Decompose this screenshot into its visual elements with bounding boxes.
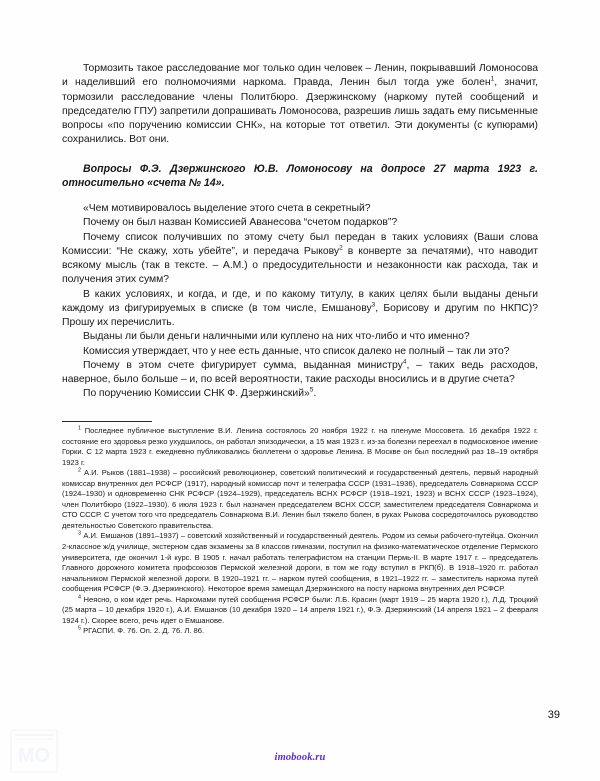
footnote-separator (62, 421, 152, 422)
question-4 (62, 288, 538, 331)
question-5: Выданы ли были деньги наличными или куплено на них что-либо и что именно? (83, 331, 470, 343)
question-4-text-a: В каких условиях, и когда, и где, и по какому титулу, в каких целях были выданы деньги каждому из фигурируемых в списке (в том числе, Емшанову (62, 288, 538, 314)
svg-text:MO: MO (17, 745, 51, 767)
question-7 (62, 359, 538, 388)
footnote-ref-3[interactable]: 3 (371, 301, 376, 309)
footnote-2-text: А.И. Рыков (1881–1938) – российский революционер, советский политический и государственный деятель, первый народный комиссар внутренних дел РСФСР (1917), народный комиссар почт и телеграфа СССР (1931–1936), председатель Совнаркома СССР (1924–1930) и одновременно СНК РСФСР (1924–1929), председатель ВСНХ РСФСР (1918–1921, 1923) и ВСНХ СССР (1923–1924), член Политбюро (1922–1930). 6 июля 1923 г. был назначен председателем ВСНХ СССР, заместителем председателя Совнаркома и СТО СССР. С учетом того что председатель Совнаркома В.И. Ленин был тяжело болен, в руках Рыкова сосредоточилось руководство деятельностью Советского правительства. (62, 468, 538, 530)
footnote-5-text: РГАСПИ. Ф. 76. Оп. 2. Д. 76. Л. 86. (83, 626, 205, 636)
paragraph-intro-text-a: Тормозить такое расследование мог только один человек – Ленин, покрывавший Ломоносова и наделивший его полномочиями наркома. Правда, Ленин был тогда уже болен (62, 63, 538, 89)
footnote-3-marker: 3 (78, 530, 81, 537)
footnote-3 (62, 531, 538, 594)
footnote-4-marker: 4 (78, 594, 81, 601)
signature-text-b: . (313, 388, 317, 400)
footnote-1-text: Последнее публичное выступление В.И. Ленина состоялось 20 ноября 1922 г. на пленуме Моссовета. 16 декабря 1922 г. состояние его здоровья резко ухудшилось, он работал эпизодически, а 15 мая 1923 г. из-за болезни переехал в подмосковное имение Горки. С 12 марта 1923 г. ежедневно публиковались бюллетени о здоровье Ленина. В Москве он был последний раз 18–19 октября 1923 г. (62, 426, 539, 467)
signature-text-a: По поручению Комиссии СНК Ф. Дзержинский» (83, 388, 310, 400)
question-4-text-b: , Борисову и другим по НКПС)? Прошу их перечислить. (62, 302, 538, 329)
paragraph-intro (62, 62, 538, 148)
footnote-ref-4[interactable]: 4 (402, 358, 407, 366)
question-6: Комиссия утверждает, что у нее есть данные, что список далеко не полный – так ли это? (83, 345, 510, 357)
footnote-5 (62, 626, 538, 637)
question-8-signature (62, 387, 538, 401)
question-7-text-a: Почему в этом счете фигурирует сумма, выданная министру (83, 359, 403, 371)
footnote-5-marker: 5 (78, 625, 81, 632)
footnote-4 (62, 595, 538, 627)
footnote-ref-2[interactable]: 2 (339, 244, 343, 252)
footnote-ref-5[interactable]: 5 (309, 386, 314, 394)
footnote-3-text: А.И. Емшанов (1891–1937) – советский хозяйственный и государственный деятель. Родом из семьи рабочего-путейца. Окончил 2-классное ж/д училище, экстерном сдав экзамены за 8 классов гимназии, поступил на физико-математическое отделение Пермского университета, где окончил 1-й курс. В 1905 г. начал работать телеграфистом на станции Пермь-II. В марте 1917 г. – председатель Главного дорожного комитета профсоюзов Пермской железной дороги, в том же году вступил в РКП(б). В 1918–1920 гг. работал начальником Пермской железной дороги. В 1920–1921 гг. – нарком путей сообщения, в 1921–1922 гг. – заместитель наркома путей сообщения РСФСР (Ф.Э. Дзержинского). Некоторое время замещал Дзержинского на посту наркома внутренних дел РСФСР. (62, 531, 538, 594)
site-watermark-text: imobook.ru (274, 752, 326, 763)
section-heading: Вопросы Ф.Э. Дзержинского Ю.В. Ломоносову на допросе 27 марта 1923 г. относительно «счета № 14». (62, 162, 538, 189)
footnote-1 (62, 426, 538, 468)
paragraph-intro-text-b: , значит, тормозили расследование члены Политбюро. Дзержинскому (наркому путей сообщений и председателю ГПУ) запретили допрашивать Ломоносова, разрешив лишь задать ему письменные вопросы «по поручению комиссии СНК», на которые тот ответил. Эти документы (с купюрами) сохранились. Вот они. (62, 77, 538, 146)
question-3-text-a: Почему список получивших по этому счету был передан в таких условиях (Ваши слова Комиссии: “Не скажу, хоть убейте”, и передача Рыкову (62, 231, 538, 257)
site-watermark (0, 752, 600, 763)
question-2: Почему он был назван Комиссией Аванесова “счетом подарков”? (83, 217, 398, 229)
interrogation-questions (62, 202, 538, 402)
footnote-1-marker: 1 (78, 425, 81, 432)
footnote-2-marker: 2 (78, 467, 81, 474)
footnote-ref-1[interactable]: 1 (490, 75, 495, 83)
question-3 (62, 231, 538, 288)
question-7-text-b: , – таких ведь расходов, наверное, было больше – и, по всей вероятности, такие расходы вносились и в другие счета? (62, 359, 538, 386)
page-number: 39 (547, 709, 560, 721)
footnotes-section (62, 421, 538, 637)
footnote-2 (62, 468, 538, 531)
mo-watermark-logo (10, 729, 58, 773)
footnote-4-text: Неясно, о ком идет речь. Наркомами путей сообщения РСФСР были: Л.Б. Красин (март 1919 – 25 марта 1920 г.), Л.Д. Троцкий (25 марта – 10 декабря 1920 г.), А.И. Емшанов (10 декабря 1920 – 14 апреля 1921 г.), Ф.Э. Дзержинский (14 апреля 1921 – 2 февраля 1924 г.). Скорее всего, речь идет о Емшанове. (62, 594, 538, 625)
question-1: «Чем мотивировалось выделение этого счета в секретный? (83, 203, 371, 215)
question-3-text-b: в конверте за печатями), что наводит всякому мысль (так в тексте. – А.М.) о предосудительности и незаконности как расхода, так и получения этих сумм? (62, 245, 539, 286)
body-content (62, 62, 538, 402)
